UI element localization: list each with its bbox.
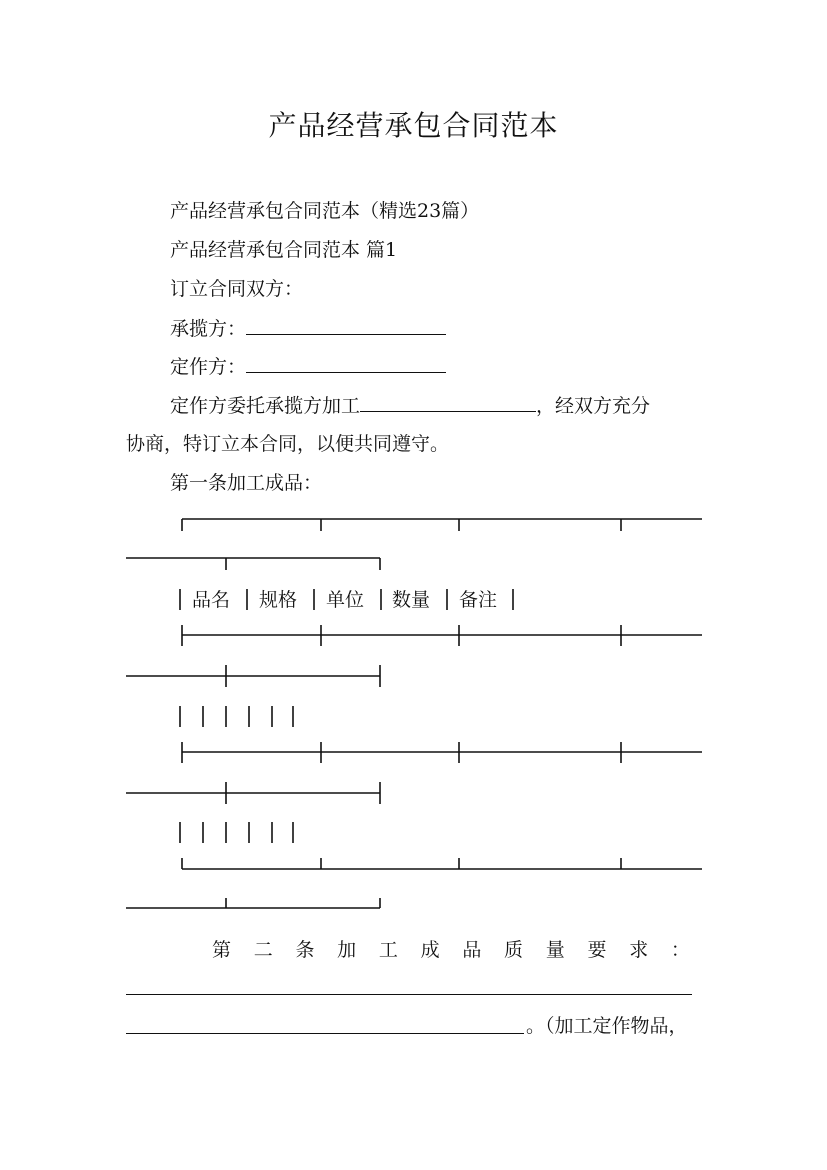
paragraph-1-line-2: 协商，特订立本合同，以便共同遵守。 xyxy=(126,433,450,455)
article-2-char: 第 xyxy=(212,939,232,961)
table-header-unit: 单位 xyxy=(326,589,365,611)
article-2-char: 质 xyxy=(504,939,524,961)
article-2-char: 要 xyxy=(587,939,607,961)
article-2-char: 成 xyxy=(420,939,440,961)
table-header-quantity: 数量 xyxy=(392,589,431,611)
section-heading: 产品经营承包合同范本 篇1 xyxy=(170,239,398,261)
para1-part-b: ，经双方充分 xyxy=(536,395,651,417)
article-2-char: 品 xyxy=(462,939,482,961)
customer-label: 定作方： xyxy=(170,356,247,378)
article-1-heading: 第一条加工成品： xyxy=(170,472,323,494)
quality-requirement-blank-1[interactable] xyxy=(126,994,692,995)
article-2-char: 量 xyxy=(545,939,565,961)
document-subtitle: 产品经营承包合同范本（精选23篇） xyxy=(170,200,480,222)
article-2-char: 工 xyxy=(378,939,398,961)
article-2-char: 求 xyxy=(629,939,649,961)
article-2-heading xyxy=(212,938,690,962)
document-title: 产品经营承包合同范本 xyxy=(268,109,559,142)
table-header-remark: 备注 xyxy=(459,589,498,611)
article-2-continuation: 。（加工定作物品， xyxy=(526,1015,688,1037)
contractor-label: 承揽方： xyxy=(170,318,247,340)
table-header-spec: 规格 xyxy=(259,589,298,611)
article-2-char: 加 xyxy=(337,939,357,961)
article-2-char: 条 xyxy=(295,939,315,961)
table-header-name: 品名 xyxy=(192,589,231,611)
article-2-char: ： xyxy=(670,939,690,961)
article-2-char: 二 xyxy=(253,939,273,961)
para1-part-a: 定作方委托承揽方加工 xyxy=(170,395,361,417)
quality-requirement-blank-2[interactable] xyxy=(126,1033,524,1034)
parties-heading: 订立合同双方： xyxy=(170,278,304,300)
